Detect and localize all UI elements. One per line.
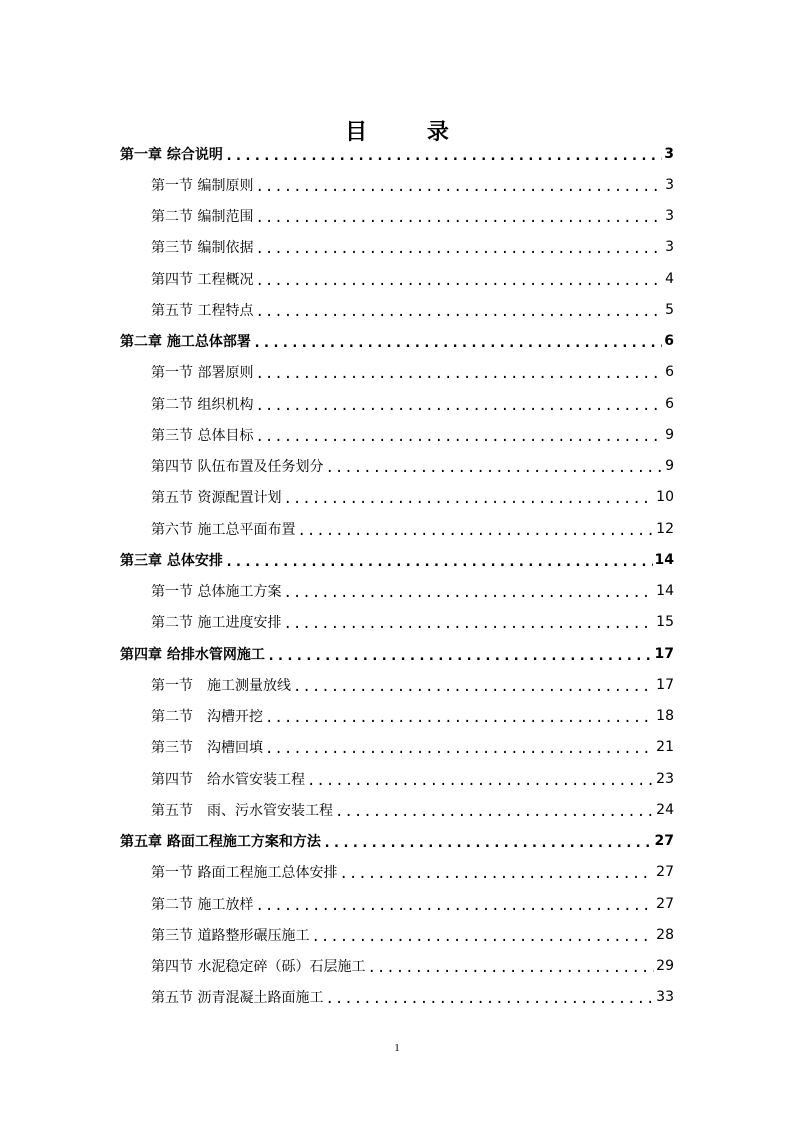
toc-entry-page-number: 6 <box>665 364 674 381</box>
toc-entry-page-number: 3 <box>665 239 674 256</box>
toc-entry-label: 第一节 编制原则 <box>151 177 254 194</box>
toc-section-entry[interactable] <box>120 451 674 482</box>
dot-leader <box>367 960 654 976</box>
toc-entry-page-number: 3 <box>664 145 674 162</box>
toc-section-entry[interactable] <box>120 232 674 263</box>
toc-chapter-entry[interactable] <box>120 826 674 857</box>
dot-leader <box>307 773 654 789</box>
toc-entry-page-number: 23 <box>656 770 674 787</box>
toc-entry-page-number: 3 <box>665 208 674 225</box>
dot-leader <box>255 898 654 914</box>
toc-entry-label: 第二章 施工总体部署 <box>120 334 251 351</box>
toc-section-entry[interactable] <box>120 513 674 544</box>
toc-entry-label: 第一节 部署原则 <box>151 365 254 382</box>
toc-entry-page-number: 14 <box>654 551 674 568</box>
toc-entry-label: 第四节 给水管安装工程 <box>151 771 305 788</box>
toc-section-entry[interactable] <box>120 857 674 888</box>
toc-section-entry[interactable] <box>120 357 674 388</box>
toc-section-entry[interactable] <box>120 169 674 200</box>
toc-section-entry[interactable] <box>120 888 674 919</box>
toc-section-entry[interactable] <box>120 201 674 232</box>
dot-leader <box>255 273 663 289</box>
toc-entry-label: 第一章 综合说明 <box>120 146 223 163</box>
toc-section-entry[interactable] <box>120 732 674 763</box>
toc-entry-page-number: 18 <box>656 708 674 725</box>
toc-section-entry[interactable] <box>120 263 674 294</box>
toc-section-entry[interactable] <box>120 669 674 700</box>
toc-entry-page-number: 12 <box>656 520 674 537</box>
toc-section-entry[interactable] <box>120 763 674 794</box>
dot-leader <box>323 835 653 851</box>
toc-section-entry[interactable] <box>120 794 674 825</box>
toc-entry-page-number: 27 <box>656 895 674 912</box>
dot-leader <box>225 554 653 570</box>
dot-leader <box>255 366 663 382</box>
toc-entry-page-number: 14 <box>656 583 674 600</box>
dot-leader <box>255 398 663 414</box>
dot-leader <box>255 429 663 445</box>
toc-entry-label: 第四节 工程概况 <box>151 271 254 288</box>
toc-entry-label: 第二节 沟槽开挖 <box>151 709 263 726</box>
toc-entry-label: 第一节 路面工程施工总体安排 <box>151 865 338 882</box>
toc-entry-label: 第五节 沥青混凝土路面施工 <box>151 990 324 1007</box>
dot-leader <box>283 491 654 507</box>
toc-entry-page-number: 15 <box>656 614 674 631</box>
toc-entry-label: 第一节 总体施工方案 <box>151 584 282 601</box>
toc-entry-page-number: 21 <box>656 739 674 756</box>
dot-leader <box>297 523 654 539</box>
toc-entry-label: 第一节 施工测量放线 <box>151 677 291 694</box>
dot-leader <box>265 710 654 726</box>
toc-chapter-entry[interactable] <box>120 326 674 357</box>
toc-section-entry[interactable] <box>120 607 674 638</box>
toc-section-entry[interactable] <box>120 919 674 950</box>
toc-chapter-entry[interactable] <box>120 138 674 169</box>
toc-entry-label: 第五章 路面工程施工方案和方法 <box>120 834 321 851</box>
dot-leader <box>339 866 654 882</box>
page-number: 1 <box>394 1042 400 1054</box>
toc-section-entry[interactable] <box>120 951 674 982</box>
toc-chapter-entry[interactable] <box>120 544 674 575</box>
toc-entry-page-number: 33 <box>656 989 674 1006</box>
toc-entry-label: 第五节 资源配置计划 <box>151 490 282 507</box>
toc-entry-page-number: 24 <box>656 801 674 818</box>
toc-section-entry[interactable] <box>120 701 674 732</box>
toc-section-entry[interactable] <box>120 294 674 325</box>
toc-entry-label: 第三节 总体目标 <box>151 427 254 444</box>
toc-entry-label: 第二节 施工进度安排 <box>151 615 282 632</box>
toc-entry-page-number: 27 <box>654 833 674 850</box>
toc-entry-page-number: 9 <box>665 426 674 443</box>
dot-leader <box>255 304 663 320</box>
table-of-contents <box>120 138 674 1013</box>
toc-section-entry[interactable] <box>120 482 674 513</box>
dot-leader <box>283 585 654 601</box>
dot-leader <box>311 929 654 945</box>
toc-entry-page-number: 3 <box>665 176 674 193</box>
toc-entry-page-number: 29 <box>656 958 674 975</box>
dot-leader <box>283 616 654 632</box>
dot-leader <box>225 148 662 164</box>
dot-leader <box>255 179 663 195</box>
toc-section-entry[interactable] <box>120 576 674 607</box>
dot-leader <box>253 335 662 351</box>
toc-entry-label: 第二节 施工放样 <box>151 896 254 913</box>
toc-section-entry[interactable] <box>120 982 674 1013</box>
toc-entry-label: 第四节 队伍布置及任务划分 <box>151 459 324 476</box>
dot-leader <box>255 241 663 257</box>
toc-entry-page-number: 9 <box>665 458 674 475</box>
dot-leader <box>255 210 663 226</box>
toc-entry-page-number: 5 <box>665 301 674 318</box>
toc-entry-label: 第六节 施工总平面布置 <box>151 521 296 538</box>
toc-entry-label: 第二节 组织机构 <box>151 396 254 413</box>
toc-entry-label: 第四节 水泥稳定碎（砾）石层施工 <box>151 959 366 976</box>
toc-entry-label: 第三节 沟槽回填 <box>151 740 263 757</box>
toc-entry-label: 第二节 编制范围 <box>151 209 254 226</box>
toc-chapter-entry[interactable] <box>120 638 674 669</box>
toc-section-entry[interactable] <box>120 419 674 450</box>
toc-entry-page-number: 28 <box>656 926 674 943</box>
toc-entry-label: 第三节 道路整形碾压施工 <box>151 927 310 944</box>
toc-entry-page-number: 4 <box>665 270 674 287</box>
toc-entry-page-number: 27 <box>656 864 674 881</box>
dot-leader <box>265 741 654 757</box>
dot-leader <box>325 460 663 476</box>
dot-leader <box>293 679 654 695</box>
toc-entry-label: 第三章 总体安排 <box>120 552 223 569</box>
toc-entry-page-number: 6 <box>664 333 674 350</box>
toc-entry-page-number: 10 <box>656 489 674 506</box>
toc-entry-label: 第五节 工程特点 <box>151 302 254 319</box>
toc-entry-page-number: 6 <box>665 395 674 412</box>
page-title: 目 录 <box>345 119 475 145</box>
dot-leader <box>267 648 653 664</box>
toc-entry-label: 第三节 编制依据 <box>151 240 254 257</box>
dot-leader <box>325 991 654 1007</box>
toc-entry-page-number: 17 <box>654 645 674 662</box>
toc-entry-label: 第四章 给排水管网施工 <box>120 646 265 663</box>
toc-section-entry[interactable] <box>120 388 674 419</box>
dot-leader <box>335 804 654 820</box>
toc-entry-page-number: 17 <box>656 676 674 693</box>
toc-entry-label: 第五节 雨、污水管安装工程 <box>151 802 333 819</box>
